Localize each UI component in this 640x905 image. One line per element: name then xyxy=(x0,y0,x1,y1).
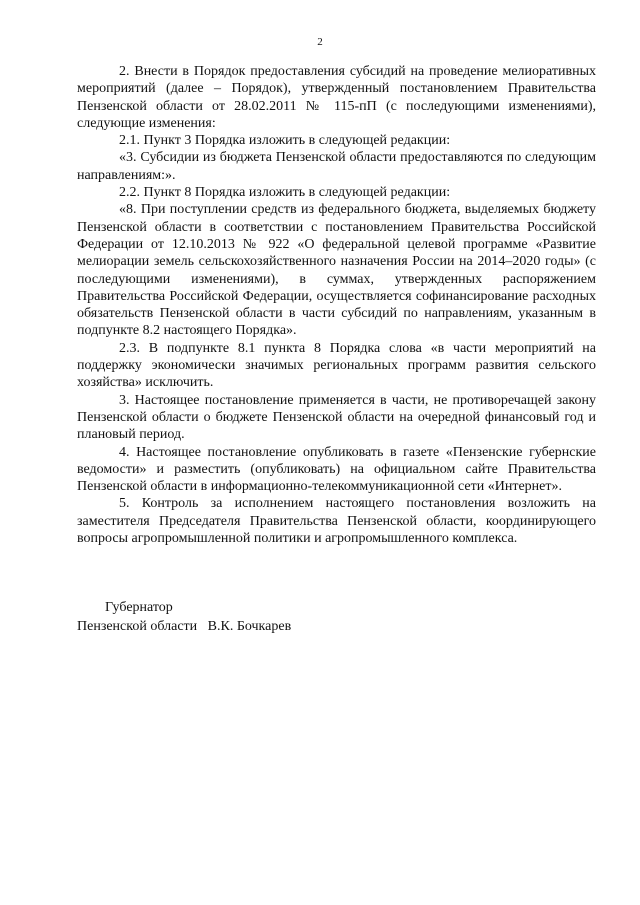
paragraph-2-1-text: «3. Субсидии из бюджета Пензенской области предоставляются по следующим направлениям:». xyxy=(77,150,596,183)
paragraph-2-1: 2.1. Пункт 3 Порядка изложить в следующей редакции: xyxy=(119,133,451,149)
paragraph-2-2-text: «8. При поступлении средств из федерального бюджета, выделяемых бюджету Пензенской области в соответствии с постановлением Правительства Российской Федерации от 12.10.2013 № 922 «О федеральной целевой программе «Развитие мелиорации земель сельскохозяйственного назначения России на 2014–2020 годы» (с последующими изменениями), в суммах, утвержденных распоряжением Правительства Российской Федерации, осуществляется софинансирование расходных обязательств Пензенской области в части субсидий по направлениям, указанным в подпункте 8.2 настоящего Порядка». xyxy=(77,202,596,339)
page-number: 2 xyxy=(317,36,323,48)
signature-block xyxy=(77,598,291,636)
paragraph-3: 3. Настоящее постановление применяется в части, не противоречащей закону Пензенской области о бюджете Пензенской области на очередной финансовый год и плановый период. xyxy=(77,392,596,443)
signature-line xyxy=(77,617,291,636)
signature-title: Губернатор xyxy=(105,600,173,615)
signature-region: Пензенской области xyxy=(77,619,198,634)
document-body xyxy=(77,63,596,547)
signature-name: В.К. Бочкарев xyxy=(207,619,292,634)
paragraph-5: 5. Контроль за исполнением настоящего постановления возложить на заместителя Председателя Правительства Пензенской области, координирующего вопросы агропромышленной политики и агропромышленного комплекса. xyxy=(77,496,596,547)
paragraph-2-2: 2.2. Пункт 8 Порядка изложить в следующей редакции: xyxy=(119,185,451,201)
paragraph-2-3: 2.3. В подпункте 8.1 пункта 8 Порядка слова «в части мероприятий на поддержку экономически значимых региональных программ развития сельского хозяйства» исключить. xyxy=(77,340,596,391)
paragraph-4: 4. Настоящее постановление опубликовать в газете «Пензенские губернские ведомости» и разместить (опубликовать) на официальном сайте Правительства Пензенской области в информационно-телекоммуникационной сети «Интернет». xyxy=(77,444,596,495)
paragraph-2: 2. Внести в Порядок предоставления субсидий на проведение мелиоративных мероприятий (далее – Порядок), утвержденный постановлением Правительства Пензенской области от 28.02.2011 № 115-пП (с последующими изменениями), следующие изменения: xyxy=(77,64,596,131)
